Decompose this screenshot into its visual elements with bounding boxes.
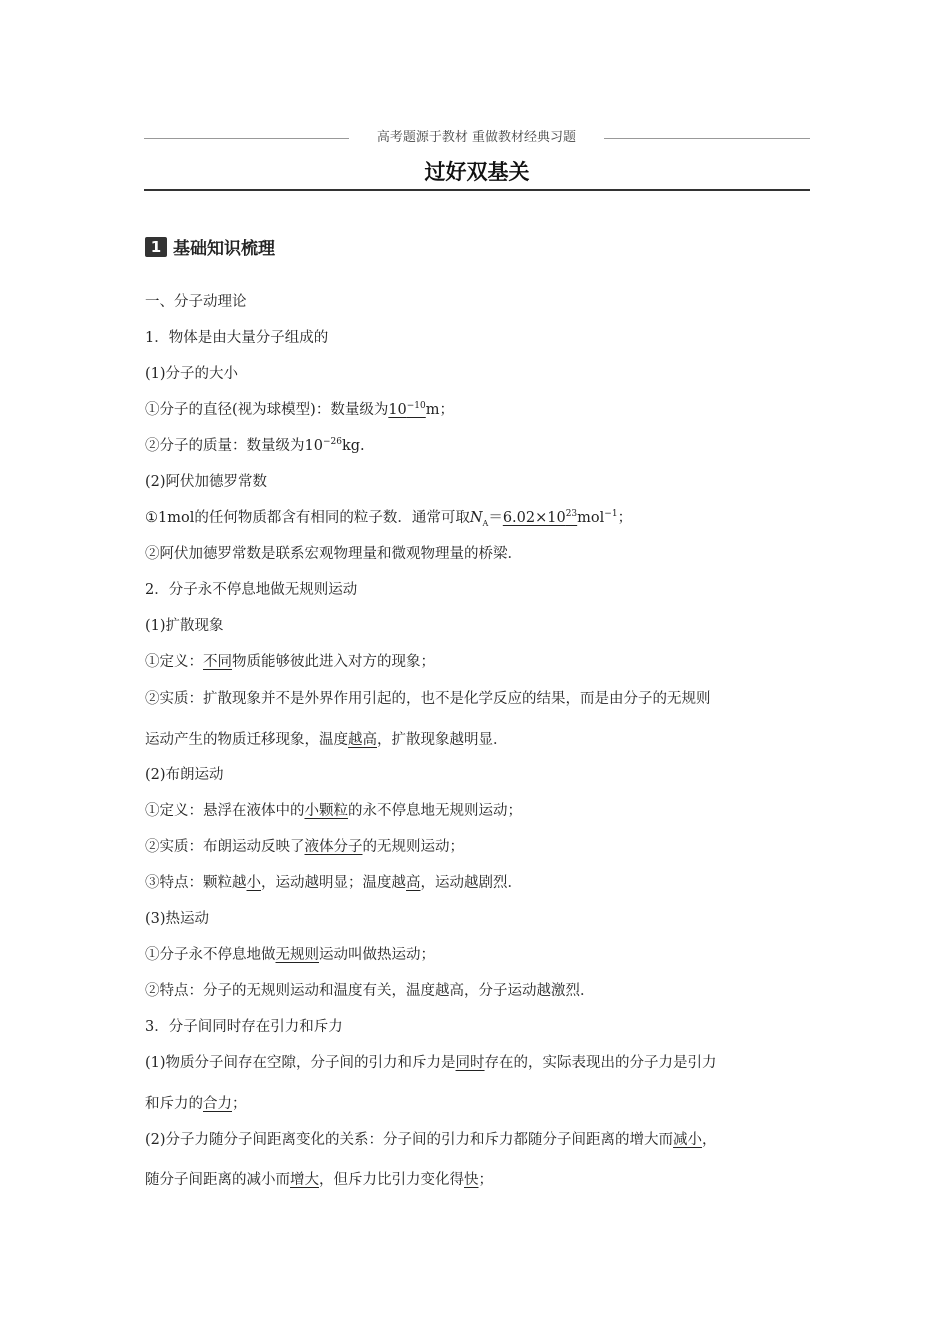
text-line-18: (3)热运动: [145, 911, 210, 927]
text-line-23: [145, 1094, 247, 1114]
answer-blank: 同时: [455, 1055, 485, 1071]
header-subtitle-bar: [144, 129, 810, 147]
text-segment: 物质能够彼此进入对方的现象；: [232, 654, 435, 670]
text-segment: mol: [577, 510, 605, 526]
text-segment: ；: [617, 510, 633, 526]
section-number-badge: 1: [145, 237, 167, 257]
text-line-1: 一、分子动理论: [145, 294, 247, 310]
text-segment: (2)分子力随分子间距离变化的关系：分子间的引力和斥力都随分子间距离的增大而: [145, 1132, 674, 1148]
page-title: 过好双基关: [424, 160, 530, 184]
text-line-4: [145, 400, 454, 420]
title-divider: [144, 189, 810, 191]
symbol-N: N: [469, 510, 483, 526]
text-segment: 随分子间距离的减小而: [145, 1172, 290, 1188]
text-segment: 存在的，实际表现出的分子力是引力: [484, 1055, 717, 1071]
text-line-11: [145, 652, 435, 672]
superscript: −26: [322, 437, 342, 448]
section-title: 基础知识梳理: [173, 239, 275, 259]
text-segment: ，扩散现象越明显．: [377, 732, 508, 748]
text-segment: ①1mol的任何物质都含有相同的粒子数．通常可取: [145, 510, 470, 526]
text-segment: kg.: [341, 438, 365, 454]
answer-blank: 越高: [348, 732, 377, 748]
header-subtitle: 高考题源于教材 重做教材经典习题: [376, 130, 577, 145]
answer-blank: 合力: [203, 1096, 232, 1112]
answer-blank: 不同: [203, 654, 232, 670]
text-line-6: (2)阿伏加德罗常数: [145, 474, 268, 490]
answer-blank: 高: [406, 875, 421, 891]
text-line-5: [145, 436, 365, 456]
text-line-21: 3．分子间同时存在引力和斥力: [145, 1019, 343, 1035]
answer-blank: [503, 510, 577, 526]
text-segment: 运动产生的物质迁移现象，温度: [145, 732, 348, 748]
text-line-15: [145, 801, 522, 821]
text-segment: ①分子的直径(视为球模型)：数量级为: [145, 402, 389, 418]
text-segment: ；: [232, 1096, 247, 1112]
superscript: −10: [406, 401, 426, 412]
answer-blank: 小颗粒: [304, 803, 348, 819]
text-segment: ②分子的质量：数量级为10: [145, 438, 323, 454]
text-line-24: [145, 1130, 717, 1150]
text-line-16: [145, 837, 464, 857]
text-line-13: [145, 730, 508, 750]
answer-blank: [388, 402, 425, 418]
text-segment: ，: [702, 1132, 717, 1148]
superscript: −1: [604, 509, 618, 520]
text-line-3: (1)分子的大小: [145, 366, 239, 382]
text-line-10: (1)扩散现象: [145, 618, 224, 634]
answer-blank: 增大: [290, 1172, 319, 1188]
text-segment: 的永不停息地无规则运动；: [348, 803, 522, 819]
text-line-7: [145, 508, 632, 528]
text-segment: 的无规则运动；: [362, 839, 464, 855]
subscript: A: [482, 518, 489, 528]
text-line-9: 2．分子永不停息地做无规则运动: [145, 582, 358, 598]
text-segment: ＝: [488, 510, 503, 526]
header-left-rule: [144, 138, 349, 139]
text-segment: ；: [478, 1172, 493, 1188]
text-segment: 运动叫做热运动；: [319, 947, 435, 963]
text-line-20: ②特点：分子的无规则运动和温度有关，温度越高，分子运动越激烈．: [145, 983, 595, 999]
header-right-rule: [604, 138, 810, 139]
text-segment: ②实质：布朗运动反映了: [145, 839, 305, 855]
text-line-12: ②实质：扩散现象并不是外界作用引起的，也不是化学反应的结果，而是由分子的无规则: [145, 691, 711, 707]
text-line-2: 1．物体是由大量分子组成的: [145, 330, 329, 346]
text-line-25: [145, 1170, 493, 1190]
text-segment: ①定义：: [145, 654, 203, 670]
text-segment: ①定义：悬浮在液体中的: [145, 803, 305, 819]
answer-blank: 减小: [673, 1132, 703, 1148]
text-segment: (1)物质分子间存在空隙，分子间的引力和斥力是: [145, 1055, 456, 1071]
text-segment: 10: [388, 402, 407, 418]
answer-blank: 小: [246, 875, 261, 891]
text-segment: 和斥力的: [145, 1096, 203, 1112]
text-line-14: (2)布朗运动: [145, 767, 224, 783]
answer-blank: 快: [464, 1172, 479, 1188]
text-line-17: [145, 873, 522, 893]
text-segment: ①分子永不停息地做: [145, 947, 276, 963]
answer-blank: 无规则: [275, 947, 319, 963]
text-line-22: [145, 1053, 717, 1073]
text-line-19: [145, 945, 435, 965]
text-segment: m；: [425, 402, 455, 418]
text-line-8: ②阿伏加德罗常数是联系宏观物理量和微观物理量的桥梁．: [145, 546, 522, 562]
superscript: 23: [565, 509, 578, 520]
section-heading: [145, 234, 275, 259]
answer-blank: 液体分子: [304, 839, 363, 855]
text-segment: ，但斥力比引力变化得: [319, 1172, 464, 1188]
text-segment: ，运动越明显；温度越: [261, 875, 406, 891]
text-segment: 6.02×10: [502, 510, 566, 526]
text-segment: ，运动越剧烈．: [420, 875, 522, 891]
text-segment: ③特点：颗粒越: [145, 875, 247, 891]
